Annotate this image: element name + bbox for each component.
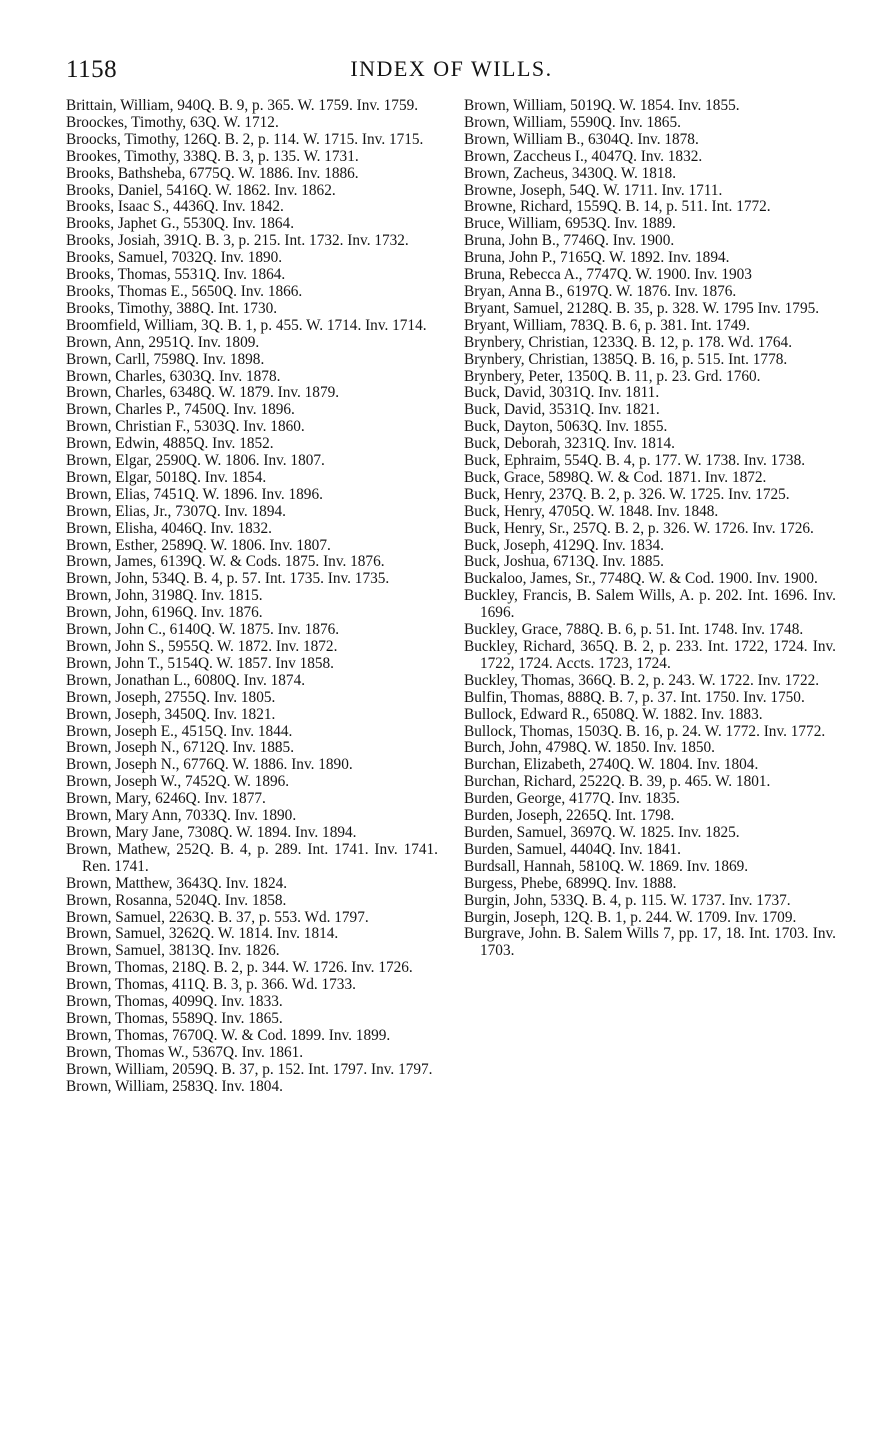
index-entry: Brown, Joseph E., 4515Q. Inv. 1844. [66,722,293,740]
right-column [464,98,836,960]
index-entry: Bulfin, Thomas, 888Q. B. 7, p. 37. Int. 1750. Inv. 1750. [464,688,805,706]
index-entry: Buck, Henry, 237Q. B. 2, p. 326. W. 1725. Inv. 1725. [464,485,790,503]
index-entry: Brooks, Thomas E., 5650Q. Inv. 1866. [66,282,303,300]
index-entry: Bryan, Anna B., 6197Q. W. 1876. Inv. 1876. [464,282,737,300]
index-entry: Buck, Grace, 5898Q. W. & Cod. 1871. Inv. 1872. [464,468,767,486]
index-entry: Brown, Mary Jane, 7308Q. W. 1894. Inv. 1894. [66,823,357,841]
index-entry: Brooks, Daniel, 5416Q. W. 1862. Inv. 1862. [66,181,336,199]
index-entry: Brown, William, 2059Q. B. 37, p. 152. Int. 1797. Inv. 1797. [66,1060,433,1078]
index-entry: Broocks, Timothy, 126Q. B. 2, p. 114. W. 1715. Inv. 1715. [66,130,424,148]
index-entry: Burden, Joseph, 2265Q. Int. 1798. [464,807,675,825]
index-entry: Bruna, John B., 7746Q. Inv. 1900. [464,232,675,250]
index-entry: Brynbery, Christian, 1233Q. B. 12, p. 178. Wd. 1764. [464,333,793,351]
index-entry: Brown, Ann, 2951Q. Inv. 1809. [66,333,260,351]
index-entry: Buck, Joshua, 6713Q. Inv. 1885. [464,553,664,571]
index-entry: Bruce, William, 6953Q. Inv. 1889. [464,215,676,233]
index-entry: Brown, Thomas, 4099Q. Inv. 1833. [66,993,283,1011]
index-entry: Brown, Samuel, 3813Q. Inv. 1826. [66,942,280,960]
index-entry: Brooks, Japhet G., 5530Q. Inv. 1864. [66,215,295,233]
index-entry: Broomfield, William, 3Q. B. 1, p. 455. W. 1714. Inv. 1714. [66,316,427,334]
index-entry: Buck, David, 3031Q. Inv. 1811. [464,384,660,402]
index-entry: Brown, Joseph N., 6776Q. W. 1886. Inv. 1890. [66,756,353,774]
index-entry: Brown, Mathew, 252Q. B. 4, p. 289. Int. 1741. Inv. 1741. Ren. 1741. [66,840,438,875]
index-entry: Bullock, Edward R., 6508Q. W. 1882. Inv. 1883. [464,705,763,723]
index-entry: Brown, Charles, 6348Q. W. 1879. Inv. 1879. [66,384,340,402]
index-entry: Burgin, Joseph, 12Q. B. 1, p. 244. W. 1709. Inv. 1709. [464,908,797,926]
page-title: INDEX OF WILLS. [350,56,553,81]
index-entry: Broockes, Timothy, 63Q. W. 1712. [66,113,279,131]
index-entry: Brown, Samuel, 3262Q. W. 1814. Inv. 1814. [66,925,339,943]
index-entry: Buck, Dayton, 5063Q. Inv. 1855. [464,418,668,436]
index-entry: Brown, John, 6196Q. Inv. 1876. [66,604,263,622]
index-entry: Brooks, Bathsheba, 6775Q. W. 1886. Inv. 1886. [66,164,359,182]
index-entry: Brooks, Thomas, 5531Q. Inv. 1864. [66,266,286,284]
index-entry: Brooks, Samuel, 7032Q. Inv. 1890. [66,249,283,267]
index-entry: Brown, Elias, 7451Q. W. 1896. Inv. 1896. [66,485,323,503]
index-entry: Brown, John, 3198Q. Inv. 1815. [66,587,263,605]
index-entry: Brown, William, 2583Q. Inv. 1804. [66,1077,283,1095]
index-entry: Brown, Carll, 7598Q. Inv. 1898. [66,350,265,368]
index-entry: Brooks, Isaac S., 4436Q. Inv. 1842. [66,198,284,216]
index-entry: Brooks, Timothy, 388Q. Int. 1730. [66,299,278,317]
index-entry: Brooks, Josiah, 391Q. B. 3, p. 215. Int. 1732. Inv. 1732. [66,232,409,250]
index-entry: Brown, Thomas, 218Q. B. 2, p. 344. W. 1726. Inv. 1726. [66,959,413,977]
index-entry: Burgrave, John. B. Salem Wills 7, pp. 17, 18. Int. 1703. Inv. 1703. [464,925,836,960]
index-entry: Brown, Joseph, 3450Q. Inv. 1821. [66,705,276,723]
index-entry: Bryant, William, 783Q. B. 6, p. 381. Int. 1749. [464,316,750,334]
index-entry: Buckley, Grace, 788Q. B. 6, p. 51. Int. 1748. Inv. 1748. [464,621,804,639]
index-entry: Bruna, John P., 7165Q. W. 1892. Inv. 1894. [464,249,730,267]
index-entry: Burch, John, 4798Q. W. 1850. Inv. 1850. [464,739,715,757]
index-entry: Brown, Elgar, 5018Q. Inv. 1854. [66,468,267,486]
index-entry: Buck, Joseph, 4129Q. Inv. 1834. [464,536,664,554]
index-entry: Burchan, Richard, 2522Q. B. 39, p. 465. W. 1801. [464,773,771,791]
index-entry: Burden, George, 4177Q. Inv. 1835. [464,790,680,808]
index-entry: Brown, John T., 5154Q. W. 1857. Inv 1858. [66,654,334,672]
index-entry: Brookes, Timothy, 338Q. B. 3, p. 135. W. 1731. [66,147,359,165]
index-entry: Brown, Esther, 2589Q. W. 1806. Inv. 1807. [66,536,331,554]
index-entry: Buckaloo, James, Sr., 7748Q. W. & Cod. 1900. Inv. 1900. [464,570,818,588]
index-entry: Brown, William, 5590Q. Inv. 1865. [464,113,681,131]
index-entry: Buckley, Richard, 365Q. B. 2, p. 233. Int. 1722, 1724. Inv. 1722, 1724. Accts. 1723, 1724. [464,638,836,672]
index-entry: Brynbery, Christian, 1385Q. B. 16, p. 515. Int. 1778. [464,350,788,368]
index-entry: Bryant, Samuel, 2128Q. B. 35, p. 328. W. 1795 Inv. 1795. [464,299,820,317]
index-entry: Brown, Rosanna, 5204Q. Inv. 1858. [66,891,287,909]
index-entry: Brown, Mary Ann, 7033Q. Inv. 1890. [66,807,297,825]
index-entry: Buck, David, 3531Q. Inv. 1821. [464,401,660,419]
index-entry: Buck, Henry, Sr., 257Q. B. 2, p. 326. W. 1726. Inv. 1726. [464,519,814,537]
index-entry: Burden, Samuel, 4404Q. Inv. 1841. [464,840,681,858]
index-entry: Brown, John C., 6140Q. W. 1875. Inv. 1876. [66,621,340,639]
index-entry: Brynbery, Peter, 1350Q. B. 11, p. 23. Grd. 1760. [464,367,761,385]
index-entry: Brittain, William, 940Q. B. 9, p. 365. W. 1759. Inv. 1759. [66,97,419,114]
index-entry: Brown, Elgar, 2590Q. W. 1806. Inv. 1807. [66,452,325,470]
index-entry: Brown, Thomas W., 5367Q. Inv. 1861. [66,1043,304,1061]
index-entry: Burgess, Phebe, 6899Q. Inv. 1888. [464,874,677,892]
index-entry: Brown, Zaccheus I., 4047Q. Inv. 1832. [464,147,703,165]
index-entry: Brown, William B., 6304Q. Inv. 1878. [464,130,699,148]
index-entry: Burden, Samuel, 3697Q. W. 1825. Inv. 1825. [464,823,740,841]
index-entry: Brown, John, 534Q. B. 4, p. 57. Int. 1735. Inv. 1735. [66,570,390,588]
index-entry: Buckley, Thomas, 366Q. B. 2, p. 243. W. 1722. Inv. 1722. [464,671,820,689]
index-entry: Buck, Ephraim, 554Q. B. 4, p. 177. W. 1738. Inv. 1738. [464,452,806,470]
index-entry: Brown, Elisha, 4046Q. Inv. 1832. [66,519,272,537]
index-entry: Brown, Edwin, 4885Q. Inv. 1852. [66,435,274,453]
page-header [66,56,837,86]
index-entry: Brown, Thomas, 5589Q. Inv. 1865. [66,1009,283,1027]
index-entry: Brown, Charles, 6303Q. Inv. 1878. [66,367,281,385]
left-column [66,98,438,1095]
index-entry: Brown, Zacheus, 3430Q. W. 1818. [464,164,677,182]
index-entry: Burchan, Elizabeth, 2740Q. W. 1804. Inv. 1804. [464,756,759,774]
index-entry: Brown, William, 5019Q. W. 1854. Inv. 1855. [464,97,740,114]
index-entry: Brown, John S., 5955Q. W. 1872. Inv. 1872. [66,638,338,655]
index-entry: Brown, Mary, 6246Q. Inv. 1877. [66,790,266,808]
index-entry: Brown, Joseph W., 7452Q. W. 1896. [66,773,290,791]
index-entry: Buckley, Francis, B. Salem Wills, A. p. 202. Int. 1696. Inv. 1696. [464,587,836,622]
index-entry: Brown, Thomas, 7670Q. W. & Cod. 1899. Inv. 1899. [66,1026,391,1044]
index-entry: Brown, Thomas, 411Q. B. 3, p. 366. Wd. 1733. [66,976,356,994]
index-entry: Burdsall, Hannah, 5810Q. W. 1869. Inv. 1869. [464,857,749,875]
index-entry: Brown, Joseph, 2755Q. Inv. 1805. [66,688,276,706]
index-entry: Bullock, Thomas, 1503Q. B. 16, p. 24. W. 1772. Inv. 1772. [464,722,826,740]
page-number: 1158 [66,56,118,83]
index-entry: Brown, Jonathan L., 6080Q. Inv. 1874. [66,671,306,689]
index-entry: Browne, Joseph, 54Q. W. 1711. Inv. 1711. [464,181,723,199]
index-entry: Brown, Christian F., 5303Q. Inv. 1860. [66,418,305,436]
index-entry: Brown, Samuel, 2263Q. B. 37, p. 553. Wd. 1797. [66,908,369,926]
index-entry: Brown, Matthew, 3643Q. Inv. 1824. [66,874,288,892]
index-entry: Burgin, John, 533Q. B. 4, p. 115. W. 1737. Inv. 1737. [464,891,791,909]
index-entry: Brown, Charles P., 7450Q. Inv. 1896. [66,401,295,419]
index-entry: Buck, Henry, 4705Q. W. 1848. Inv. 1848. [464,502,719,520]
index-entry: Brown, Joseph N., 6712Q. Inv. 1885. [66,739,295,757]
index-entry: Browne, Richard, 1559Q. B. 14, p. 511. Int. 1772. [464,198,771,216]
index-entry: Buck, Deborah, 3231Q. Inv. 1814. [464,435,676,453]
index-entry: Bruna, Rebecca A., 7747Q. W. 1900. Inv. 1903 [464,266,752,284]
index-entry: Brown, James, 6139Q. W. & Cods. 1875. Inv. 1876. [66,553,385,571]
index-entry: Brown, Elias, Jr., 7307Q. Inv. 1894. [66,502,286,520]
